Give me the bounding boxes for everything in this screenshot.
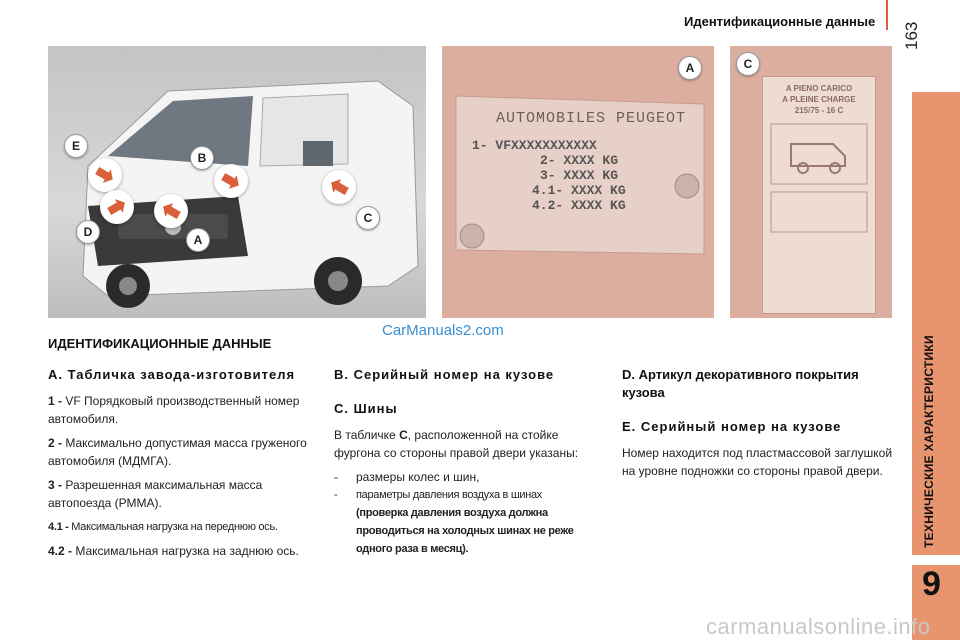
list-item: 4.1 - Максимальная нагрузка на переднюю ось. <box>48 521 278 533</box>
van-illustration <box>48 46 426 318</box>
arrow-c-icon <box>322 170 356 204</box>
arrow-b-icon <box>214 164 248 198</box>
section-c-intro: В табличке C, расположенной на стойке фургона со стороны правой двери указаны: <box>334 428 579 460</box>
list-item: 2 - Максимально допустимая масса груженого автомобиля (МДМГА). <box>48 436 307 468</box>
section-e-text: Номер находится под пластмассовой заглушкой на уровне подножки со стороны правой двери. <box>622 446 893 478</box>
tyre-label-badge: C <box>736 52 760 76</box>
site-watermark: CarManuals2.com <box>382 322 504 339</box>
plate-label-badge: A <box>678 56 702 80</box>
section-c-title: C. Шины <box>334 401 398 416</box>
page-number: 163 <box>902 21 921 50</box>
column-a <box>48 366 320 566</box>
section-b-title: B. Серийный номер на кузове <box>334 367 555 382</box>
plate-maker: AUTOMOBILES PEUGEOT <box>496 110 687 127</box>
plate-illustration <box>442 46 714 318</box>
tyre-van-icon <box>763 116 875 236</box>
list-item: 4.2 - Максимальная нагрузка на заднюю ось. <box>48 544 299 558</box>
arrow-e-icon <box>88 158 122 192</box>
tyre-label-card <box>762 76 876 314</box>
tyre-label-lines: A PIENO CARICO A PLEINE CHARGE 215/75 - 16 C <box>782 84 856 115</box>
header-rule <box>886 0 888 30</box>
tyre-label-illustration <box>730 46 892 318</box>
arrow-d-icon <box>100 190 134 224</box>
label-d-badge: D <box>76 220 100 244</box>
section-e-title: E. Серийный номер на кузове <box>622 419 842 434</box>
chapter-title: ТЕХНИЧЕСКИЕ ХАРАКТЕРИСТИКИ <box>922 335 936 548</box>
section-title: ИДЕНТИФИКАЦИОННЫЕ ДАННЫЕ <box>48 336 272 351</box>
label-e-badge: E <box>64 134 88 158</box>
column-b <box>334 366 596 558</box>
chapter-number: 9 <box>922 565 941 603</box>
list-item: 1 - VF Порядковый производственный номер автомобиля. <box>48 394 300 426</box>
arrow-a-icon <box>154 194 188 228</box>
label-a-badge: A <box>186 228 210 252</box>
band-divider <box>912 555 960 565</box>
section-a-title: A. Табличка завода-изготовителя <box>48 367 296 382</box>
label-c-badge: C <box>356 206 380 230</box>
list-item: 3 - Разрешенная максимальная масса автопоезда (РММА). <box>48 478 263 510</box>
page-header-title: Идентификационные данные <box>684 14 876 29</box>
list-item: - параметры давления воздуха в шинах (проверка давления воздуха должна проводиться на холодных шинах не реже одного раза в месяц). <box>334 489 574 555</box>
list-item: - размеры колес и шин, <box>334 470 480 484</box>
section-d-title: D. Артикул декоративного покрытия кузова <box>622 367 859 400</box>
plate-lines: 1- VFXXXXXXXXXXX 2- XXXX KG 3- XXXX KG 4.1- XXXX KG 4.2- XXXX KG <box>472 138 626 213</box>
label-b-badge: B <box>190 146 214 170</box>
column-d <box>622 366 894 486</box>
footer-watermark: carmanualsonline.info <box>706 614 931 639</box>
